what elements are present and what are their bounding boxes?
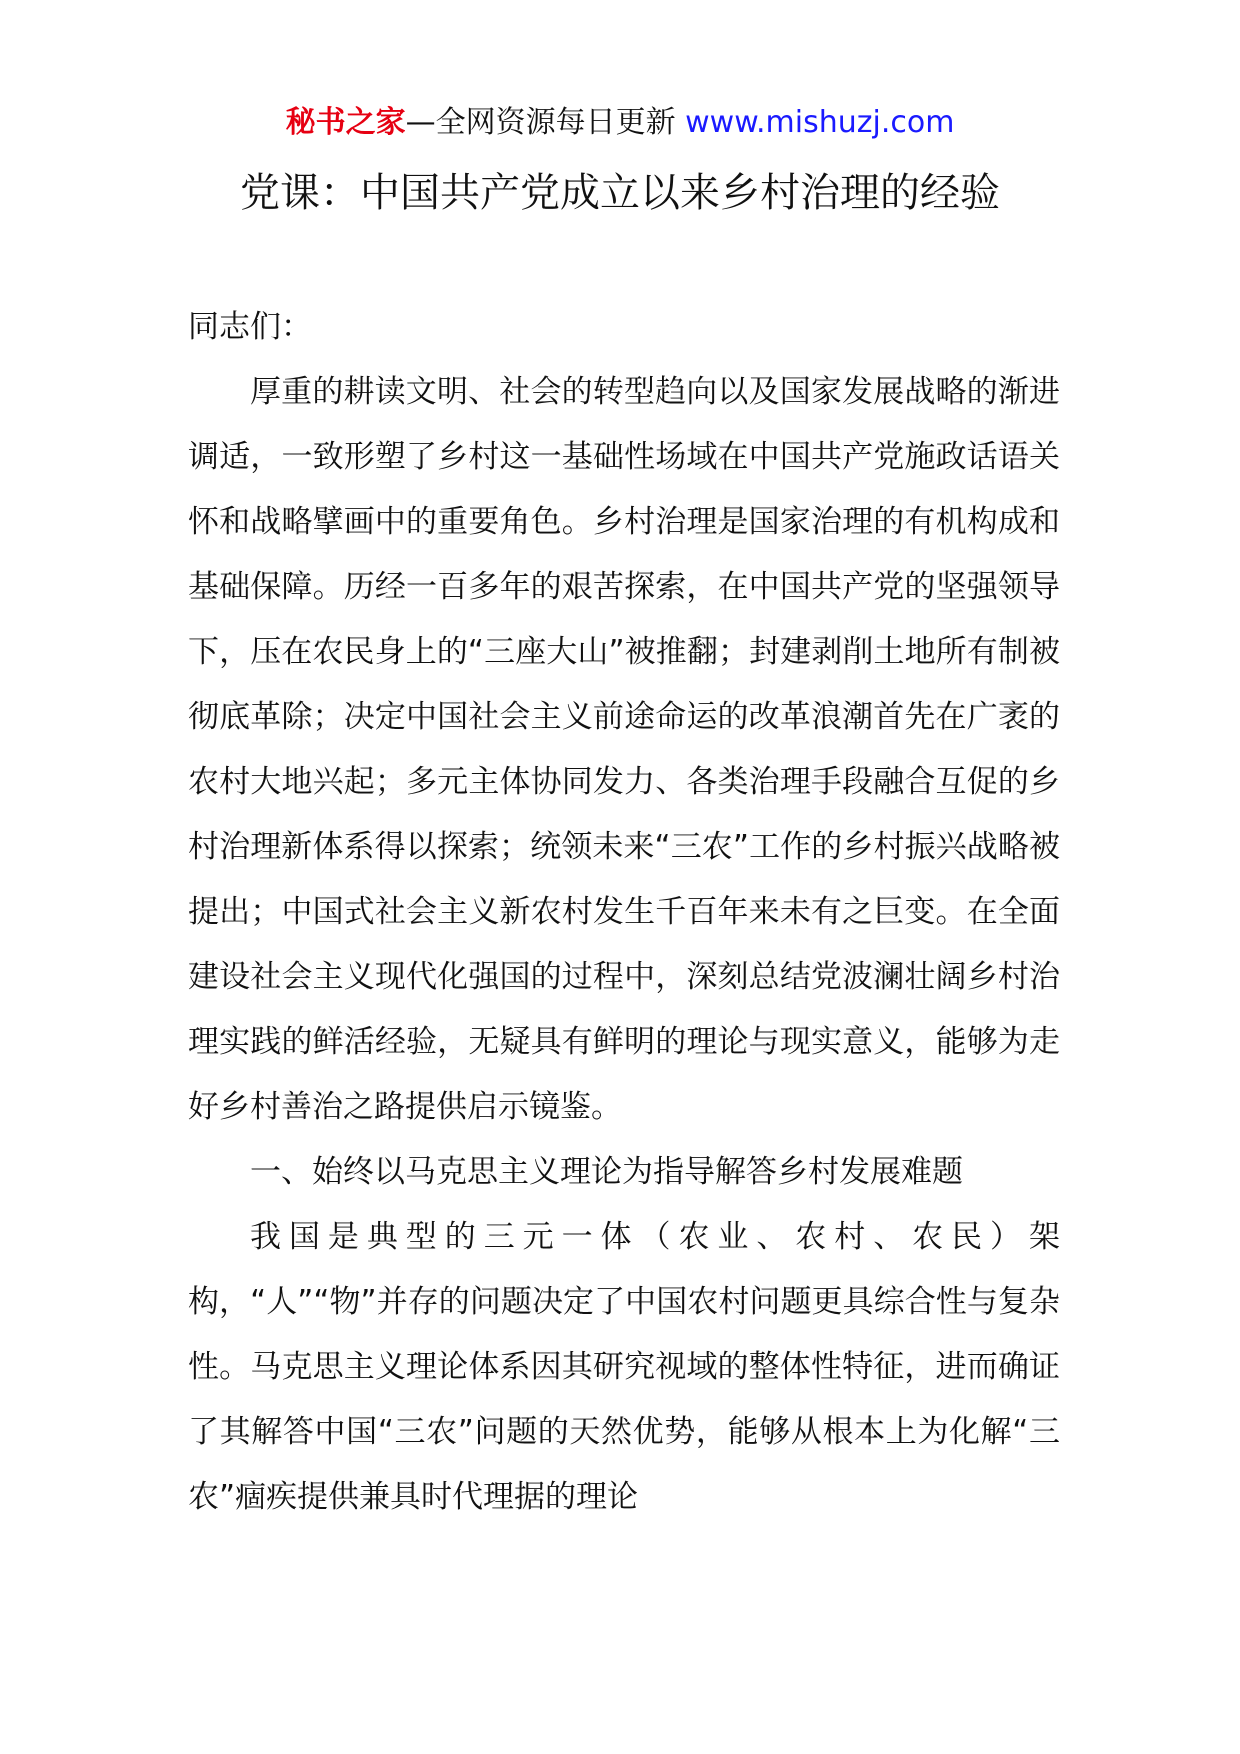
site-url-link[interactable]: www.mishuzj.com: [685, 105, 955, 140]
document-title: 党课：中国共产党成立以来乡村治理的经验: [240, 170, 1000, 216]
site-tagline: —全网资源每日更新: [405, 105, 686, 140]
section-paragraph: 我国是典型的三元一体（农业、农村、农民）架构，“人”“物”并存的问题决定了中国农村问题更具综合性与复杂性。马克思主义理论体系因其研究视域的整体性特征，进而确证了其解答中国“三农”问题的天然优势，能够从根本上为化解“三农”痼疾提供兼具时代理据的理论: [188, 1219, 1060, 1515]
site-header: [0, 98, 1240, 148]
document-body: [188, 295, 1060, 1530]
site-name: 秘书之家: [285, 105, 406, 140]
section-heading: 一、始终以马克思主义理论为指导解答乡村发展难题: [250, 1154, 963, 1190]
body-paragraph: 厚重的耕读文明、社会的转型趋向以及国家发展战略的渐进调适，一致形塑了乡村这一基础性场域在中国共产党施政话语关怀和战略擘画中的重要角色。乡村治理是国家治理的有机构成和基础保障。历经一百多年的艰苦探索，在中国共产党的坚强领导下，压在农民身上的“三座大山”被推翻；封建剥削土地所有制被彻底革除；决定中国社会主义前途命运的改革浪潮首先在广袤的农村大地兴起；多元主体协同发力、各类治理手段融合互促的乡村治理新体系得以探索；统领未来“三农”工作的乡村振兴战略被提出；中国式社会主义新农村发生千百年来未有之巨变。在全面建设社会主义现代化强国的过程中，深刻总结党波澜壮阔乡村治理实践的鲜活经验，无疑具有鲜明的理论与现实意义，能够为走好乡村善治之路提供启示镜鉴。: [188, 374, 1060, 1125]
salutation: 同志们：: [188, 309, 312, 345]
